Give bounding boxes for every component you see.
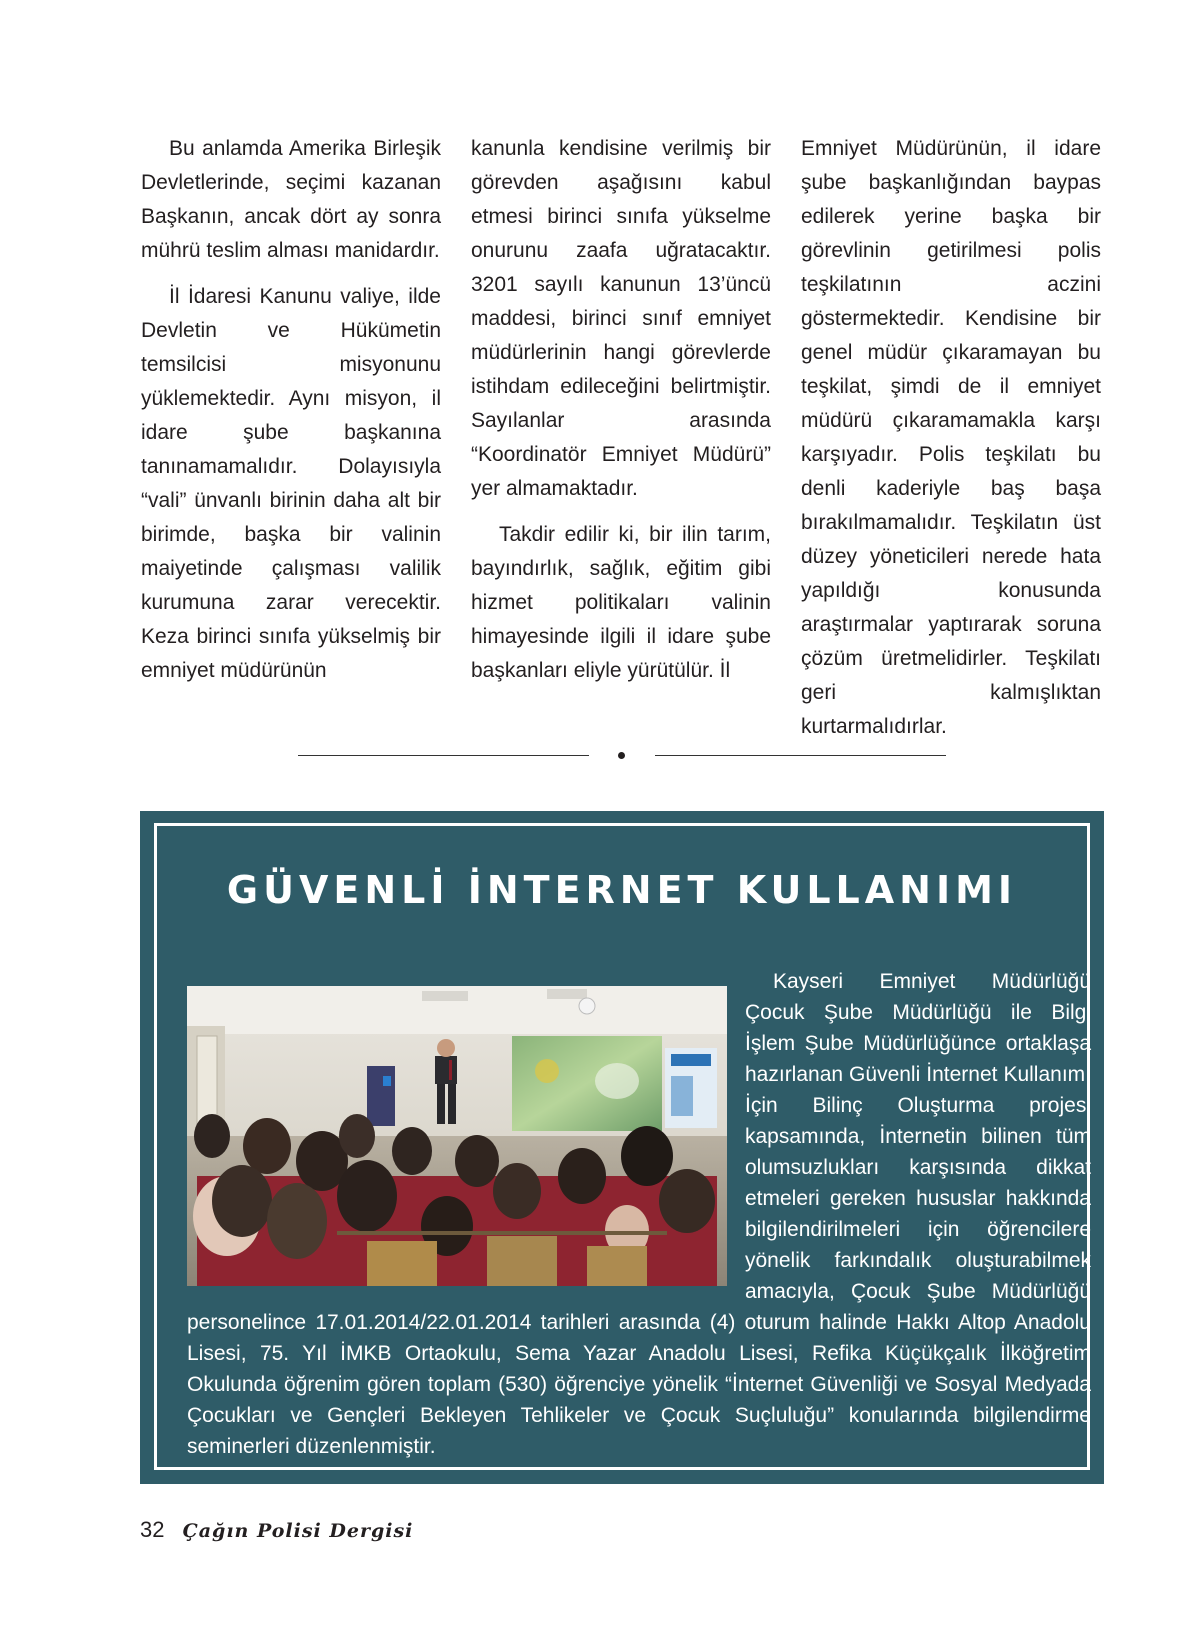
separator-line-right (655, 755, 946, 756)
box-paragraph: Kayseri Emniyet Müdürlüğü Çocuk Şube Müdürlüğü ile Bilgi İşlem Şube Müdürlüğünce ortaklaşa hazırlanan Güvenli İnternet Kullanımı İçin Bilinç Oluşturma projesi kapsamında, İnternetin bilinen tüm olumsuzlukları karşısında dikkat etmeleri gereken hususlar hakkında bilgilendirilmeleri için öğrencilere yönelik farkındalık oluşturabilmek amacıyla, Çocuk Şube Müdürlüğü personelince 17.01.2014/22.01.2014 tarihleri arasında (4) oturum halinde Hakkı Altop Anadolu Lisesi, 75. Yıl İMKB Ortaokulu, Sema Yazar Anadolu Lisesi, Refika Küçükçalık İlköğretim Okulunda öğrenim gören toplam (530) öğrenciye yönelik “İnternet Güvenliği ve Sosyal Medyada Çocukları ve Gençleri Bekleyen Tehlikeler ve Çocuk Suçluluğu” konularında bilgilendirme seminerleri düzenlenmiştir. (187, 970, 1091, 1458)
page-footer (140, 1517, 413, 1543)
paragraph: kanunla kendisine verilmiş bir görevden aşağısını kabul etmesi birinci sınıfa yükselme onurunu zaafa uğratacaktır. 3201 sayılı kanunun 13’üncü maddesi, birinci sınıf emniyet müdürlerinin hangi görevlerde istihdam edileceğini belirtmiştir. Sayılanlar arasında “Koordinatör Emniyet Müdürü” yer almamaktadır. (471, 137, 771, 500)
paragraph: Takdir edilir ki, bir ilin tarım, bayındırlık, sağlık, eğitim gibi hizmet politikaları valinin himayesinde ilgili il idare şube başkanları eliyle yürütülür. İl (471, 523, 771, 682)
photo-spacer (187, 966, 745, 1298)
box-title: GÜVENLİ İNTERNET KULLANIMI (226, 868, 1018, 912)
text-column-2 (471, 132, 771, 688)
separator-line-left (298, 755, 589, 756)
text-column-3 (801, 132, 1101, 744)
paragraph: Bu anlamda Amerika Birleşik Devletlerinde, seçimi kazanan Başkanın, ancak dört ay sonra mührü teslim alması manidardır. (141, 137, 441, 262)
box-frame (154, 823, 1090, 1470)
paragraph: Emniyet Müdürünün, il idare şube başkanlığından baypas edilerek yerine başka bir görevlinin getirilmesi polis teşkilatının aczini göstermektedir. Kendisine bir genel müdür çıkaramayan bu teşkilat, şimdi de il emniyet müdürü çıkaramamakla karşı karşıyadır. Polis teşkilatı bu denli kaderiyle baş başa bırakılmamalıdır. Teşkilatın üst düzey yöneticileri nerede hata yapıldığı konusunda araştırmalar yaptırarak soruna çözüm üretmelidirler. Teşkilatı geri kalmışlıktan kurtarmalıdırlar. (801, 137, 1101, 738)
page-number: 32 (140, 1517, 165, 1542)
paragraph: İl İdaresi Kanunu valiye, ilde Devletin ve Hükümetin temsilcisi misyonunu yüklemektedir. Aynı misyon, il idare şube başkanına tanınamamalıdır. Dolayısıyla “vali” ünvanlı birinin daha alt bir birimde, başka bir valinin maiyetinde çalışması valilik kurumuna zarar verecektir. Keza birinci sınıfa yükselmiş bir emniyet müdürünün (141, 285, 441, 682)
news-box (140, 811, 1104, 1484)
box-text (187, 966, 1091, 1462)
magazine-name: Çağın Polisi Dergisi (182, 1520, 414, 1542)
text-column-1 (141, 132, 441, 688)
separator-dot (618, 752, 625, 759)
